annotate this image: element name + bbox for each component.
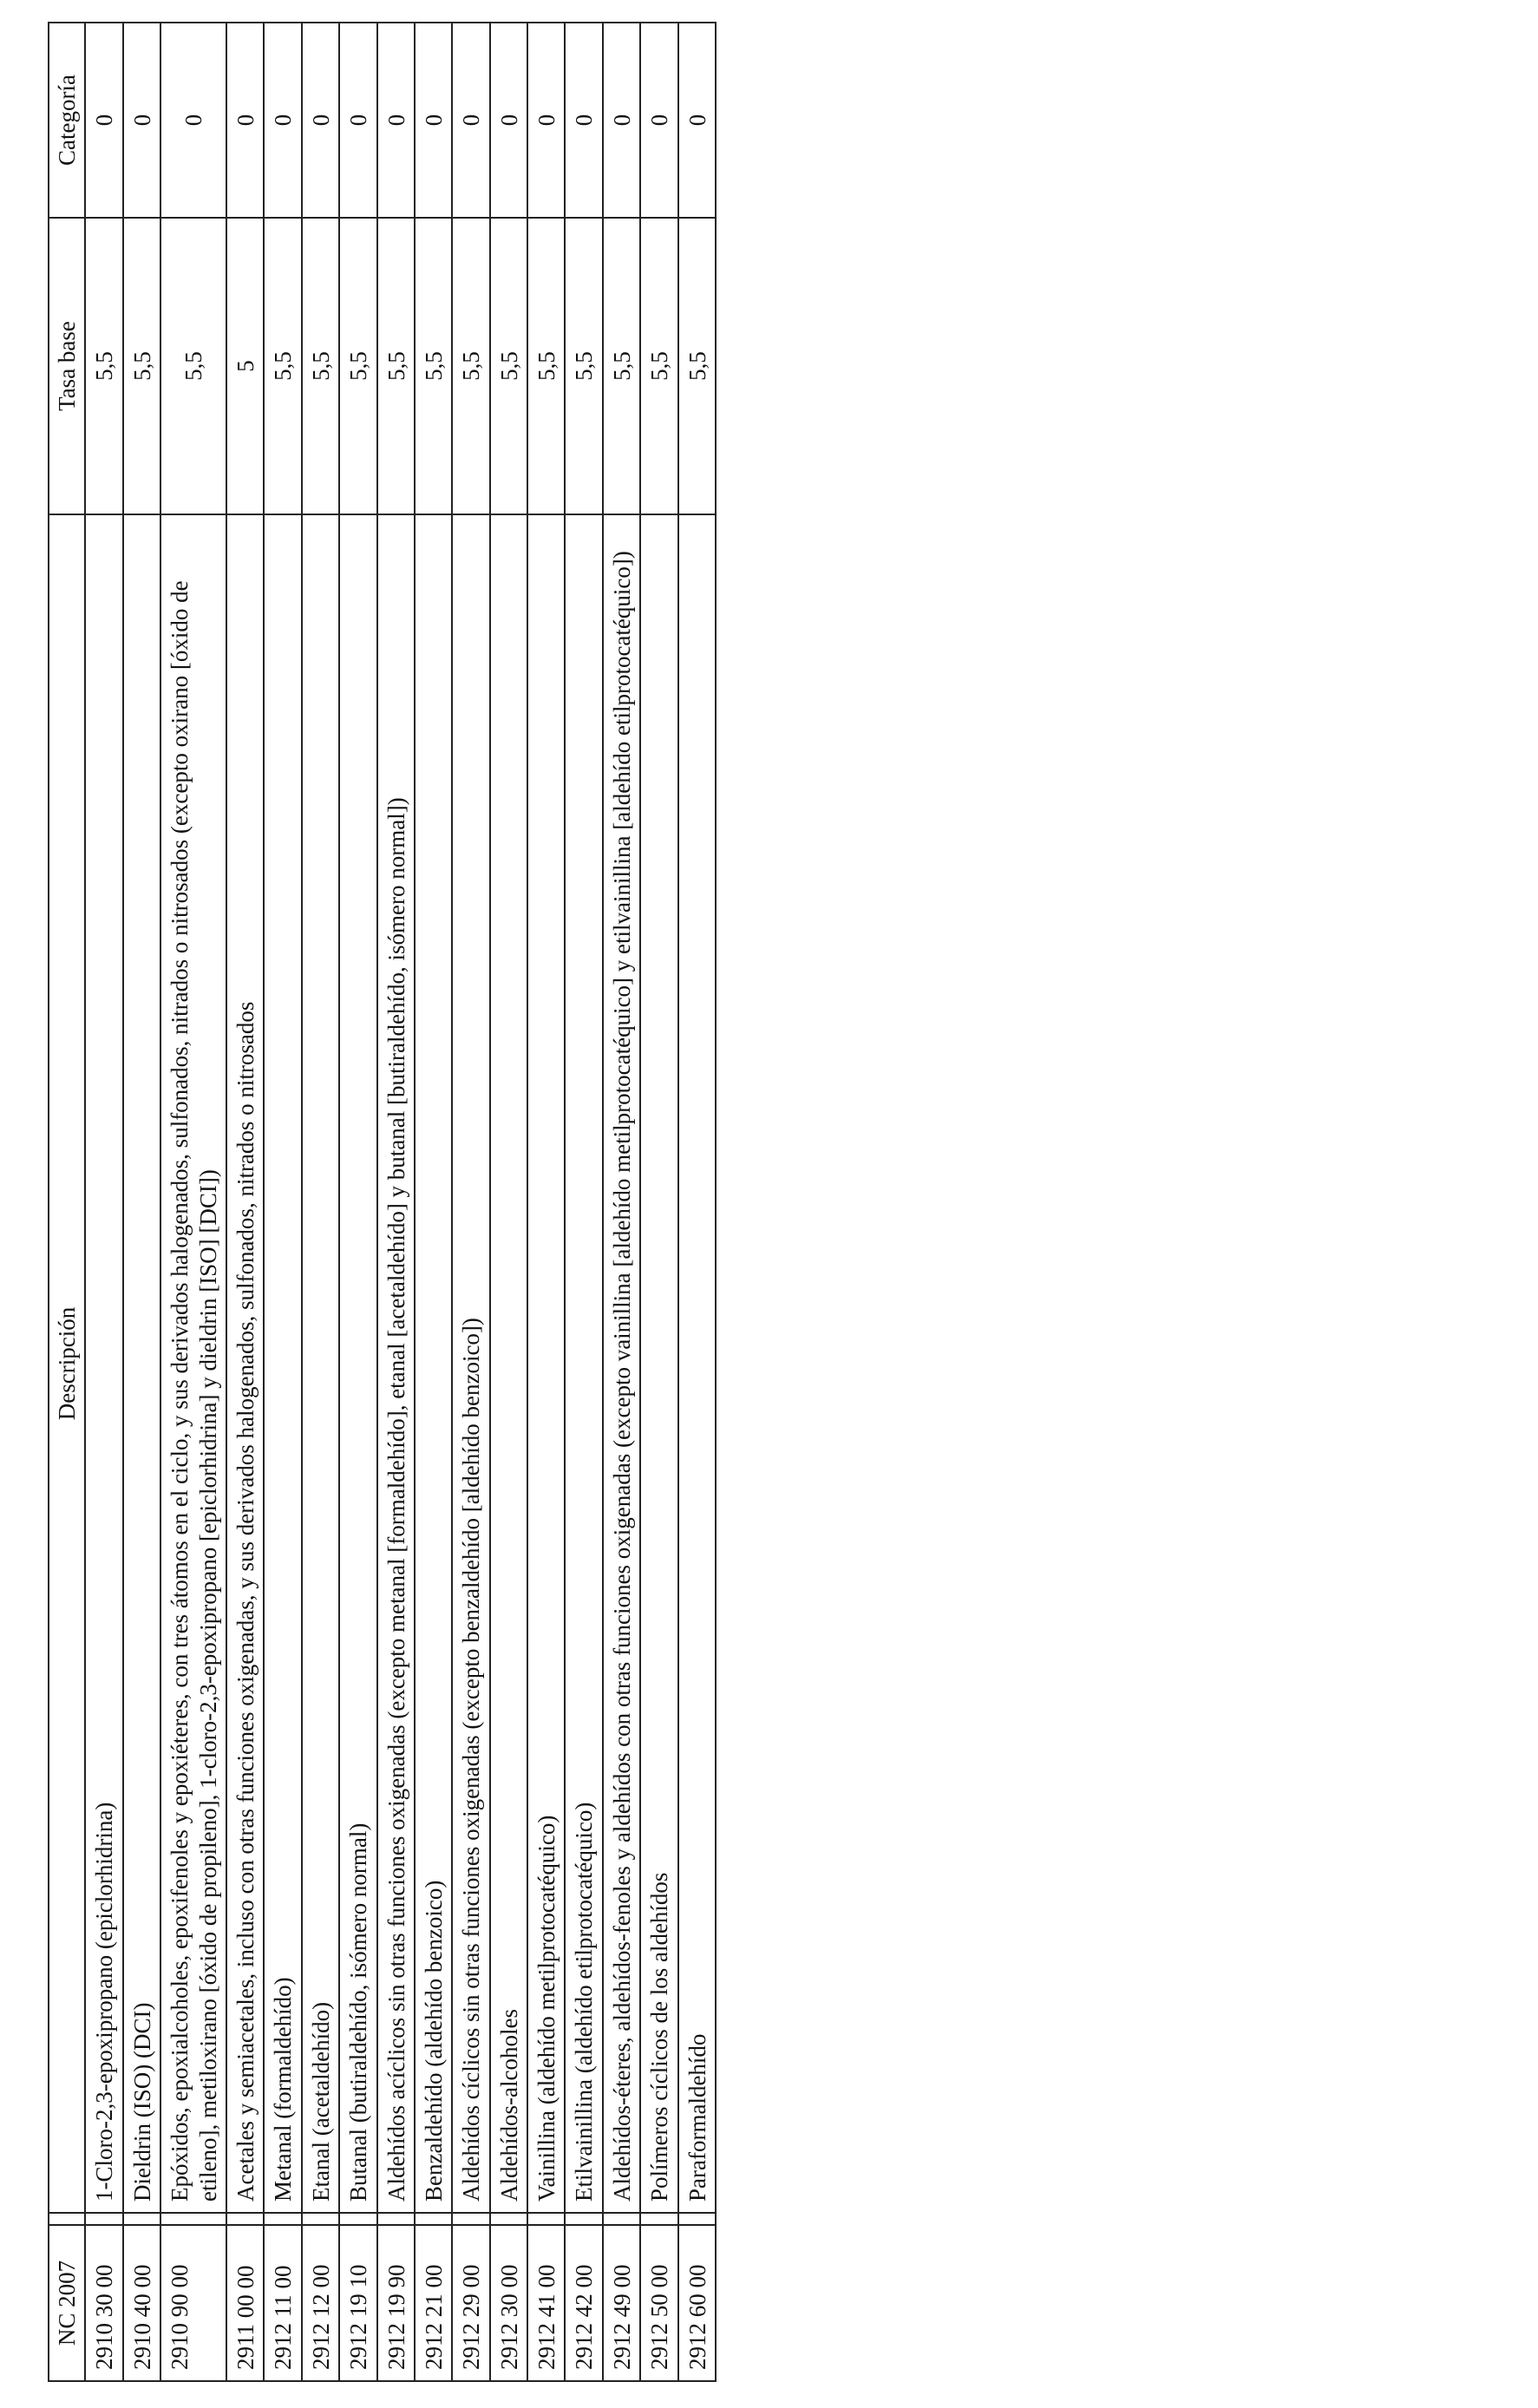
header-gap xyxy=(49,2213,85,2225)
nc-cell: 2912 42 00 xyxy=(565,2225,602,2381)
tasa-base-cell: 5,5 xyxy=(160,218,226,514)
description-cell: Epóxidos, epoxialcoholes, epoxifenoles y epoxiéteres, con tres átomos en el ciclo, y sus derivados halogenados, sulfonados, nitrados o nitrosados (excepto oxirano [óxido de etileno], metiloxirano [óxido de propileno], 1-cloro-2,3-epoxipropano [epiclorhidrina] y dieldrin [ISO] [DCI]) xyxy=(160,514,226,2213)
table-row xyxy=(415,23,452,2381)
description-cell: Aldehídos-éteres, aldehídos-fenoles y aldehídos con otras funciones oxigenadas (excepto vainillina [aldehído metilprotocatéquico] y etilvainillina [aldehído etilprotocatéquico]) xyxy=(603,514,640,2213)
tasa-base-cell: 5,5 xyxy=(678,218,716,514)
table-row xyxy=(678,23,716,2381)
gap-cell xyxy=(640,2213,677,2225)
tasa-base-cell: 5,5 xyxy=(123,218,160,514)
header-descripcion: Descripción xyxy=(49,514,85,2213)
description-cell: Metanal (formaldehído) xyxy=(264,514,301,2213)
description-cell: Paraformaldehído xyxy=(678,514,716,2213)
description-cell: Benzaldehído (aldehído benzoico) xyxy=(415,514,452,2213)
categoria-cell: 0 xyxy=(527,23,565,218)
tasa-base-cell: 5,5 xyxy=(85,218,122,514)
gap-cell xyxy=(302,2213,339,2225)
table-row xyxy=(160,23,226,2381)
nc-cell: 2910 90 00 xyxy=(160,2225,226,2381)
gap-cell xyxy=(85,2213,122,2225)
categoria-cell: 0 xyxy=(123,23,160,218)
nc-cell: 2910 30 00 xyxy=(85,2225,122,2381)
tasa-base-cell: 5,5 xyxy=(339,218,376,514)
nc-cell: 2912 49 00 xyxy=(603,2225,640,2381)
categoria-cell: 0 xyxy=(565,23,602,218)
nc-cell: 2912 11 00 xyxy=(264,2225,301,2381)
nc-cell: 2911 00 00 xyxy=(226,2225,264,2381)
nc-cell: 2912 50 00 xyxy=(640,2225,677,2381)
tasa-base-cell: 5,5 xyxy=(302,218,339,514)
tasa-base-cell: 5,5 xyxy=(565,218,602,514)
tasa-base-cell: 5,5 xyxy=(452,218,489,514)
gap-cell xyxy=(527,2213,565,2225)
gap-cell xyxy=(565,2213,602,2225)
categoria-cell: 0 xyxy=(490,23,527,218)
gap-cell xyxy=(415,2213,452,2225)
categoria-cell: 0 xyxy=(85,23,122,218)
table-row xyxy=(640,23,677,2381)
tasa-base-cell: 5,5 xyxy=(377,218,415,514)
categoria-cell: 0 xyxy=(678,23,716,218)
table-row xyxy=(226,23,264,2381)
gap-cell xyxy=(339,2213,376,2225)
table-row xyxy=(527,23,565,2381)
table-row xyxy=(565,23,602,2381)
nc-cell: 2912 21 00 xyxy=(415,2225,452,2381)
tasa-base-cell: 5,5 xyxy=(264,218,301,514)
nc-cell: 2912 30 00 xyxy=(490,2225,527,2381)
header-nc: NC 2007 xyxy=(49,2225,85,2381)
description-cell: Aldehídos-alcoholes xyxy=(490,514,527,2213)
table-row xyxy=(603,23,640,2381)
table-row xyxy=(490,23,527,2381)
header-tasa: Tasa base xyxy=(49,218,85,514)
categoria-cell: 0 xyxy=(640,23,677,218)
description-cell: Aldehídos cíclicos sin otras funciones oxigenadas (excepto benzaldehído [aldehído benzoico]) xyxy=(452,514,489,2213)
gap-cell xyxy=(678,2213,716,2225)
gap-cell xyxy=(603,2213,640,2225)
categoria-cell: 0 xyxy=(603,23,640,218)
description-cell: Aldehídos acíclicos sin otras funciones oxigenadas (excepto metanal [formaldehído], etanal [acetaldehído] y butanal [butiraldehído, isómero normal]) xyxy=(377,514,415,2213)
gap-cell xyxy=(123,2213,160,2225)
description-cell: Vainillina (aldehído metilprotocatéquico) xyxy=(527,514,565,2213)
categoria-cell: 0 xyxy=(339,23,376,218)
nc-cell: 2912 41 00 xyxy=(527,2225,565,2381)
gap-cell xyxy=(160,2213,226,2225)
tasa-base-cell: 5,5 xyxy=(603,218,640,514)
description-cell: Acetales y semiacetales, incluso con otras funciones oxigenadas, y sus derivados halogenados, sulfonados, nitrados o nitrosados xyxy=(226,514,264,2213)
nc-cell: 2912 19 90 xyxy=(377,2225,415,2381)
gap-cell xyxy=(452,2213,489,2225)
table-row xyxy=(452,23,489,2381)
description-cell: Etilvainillina (aldehído etilprotocatéquico) xyxy=(565,514,602,2213)
table-body xyxy=(85,23,716,2381)
tasa-base-cell: 5,5 xyxy=(640,218,677,514)
categoria-cell: 0 xyxy=(302,23,339,218)
gap-cell xyxy=(490,2213,527,2225)
gap-cell xyxy=(264,2213,301,2225)
categoria-cell: 0 xyxy=(264,23,301,218)
tasa-base-cell: 5,5 xyxy=(527,218,565,514)
rotated-table-wrapper xyxy=(48,23,717,2382)
tasa-base-cell: 5,5 xyxy=(490,218,527,514)
description-cell: Butanal (butiraldehído, isómero normal) xyxy=(339,514,376,2213)
gap-cell xyxy=(377,2213,415,2225)
nc-cell: 2912 12 00 xyxy=(302,2225,339,2381)
table-header-row xyxy=(49,23,85,2381)
nc-cell: 2910 40 00 xyxy=(123,2225,160,2381)
categoria-cell: 0 xyxy=(160,23,226,218)
table-row xyxy=(339,23,376,2381)
tasa-base-cell: 5 xyxy=(226,218,264,514)
categoria-cell: 0 xyxy=(377,23,415,218)
categoria-cell: 0 xyxy=(226,23,264,218)
table-row xyxy=(264,23,301,2381)
nc-cell: 2912 60 00 xyxy=(678,2225,716,2381)
nc-cell: 2912 29 00 xyxy=(452,2225,489,2381)
gap-cell xyxy=(226,2213,264,2225)
header-categoria: Categoría xyxy=(49,23,85,218)
tasa-base-cell: 5,5 xyxy=(415,218,452,514)
nc-cell: 2912 19 10 xyxy=(339,2225,376,2381)
tariff-table xyxy=(48,22,717,2382)
description-cell: 1-Cloro-2,3-epoxipropano (epiclorhidrina) xyxy=(85,514,122,2213)
description-cell: Polímeros cíclicos de los aldehídos xyxy=(640,514,677,2213)
categoria-cell: 0 xyxy=(452,23,489,218)
description-cell: Etanal (acetaldehído) xyxy=(302,514,339,2213)
table-row xyxy=(85,23,122,2381)
table-row xyxy=(302,23,339,2381)
description-cell: Dieldrin (ISO) (DCI) xyxy=(123,514,160,2213)
categoria-cell: 0 xyxy=(415,23,452,218)
table-row xyxy=(377,23,415,2381)
table-row xyxy=(123,23,160,2381)
